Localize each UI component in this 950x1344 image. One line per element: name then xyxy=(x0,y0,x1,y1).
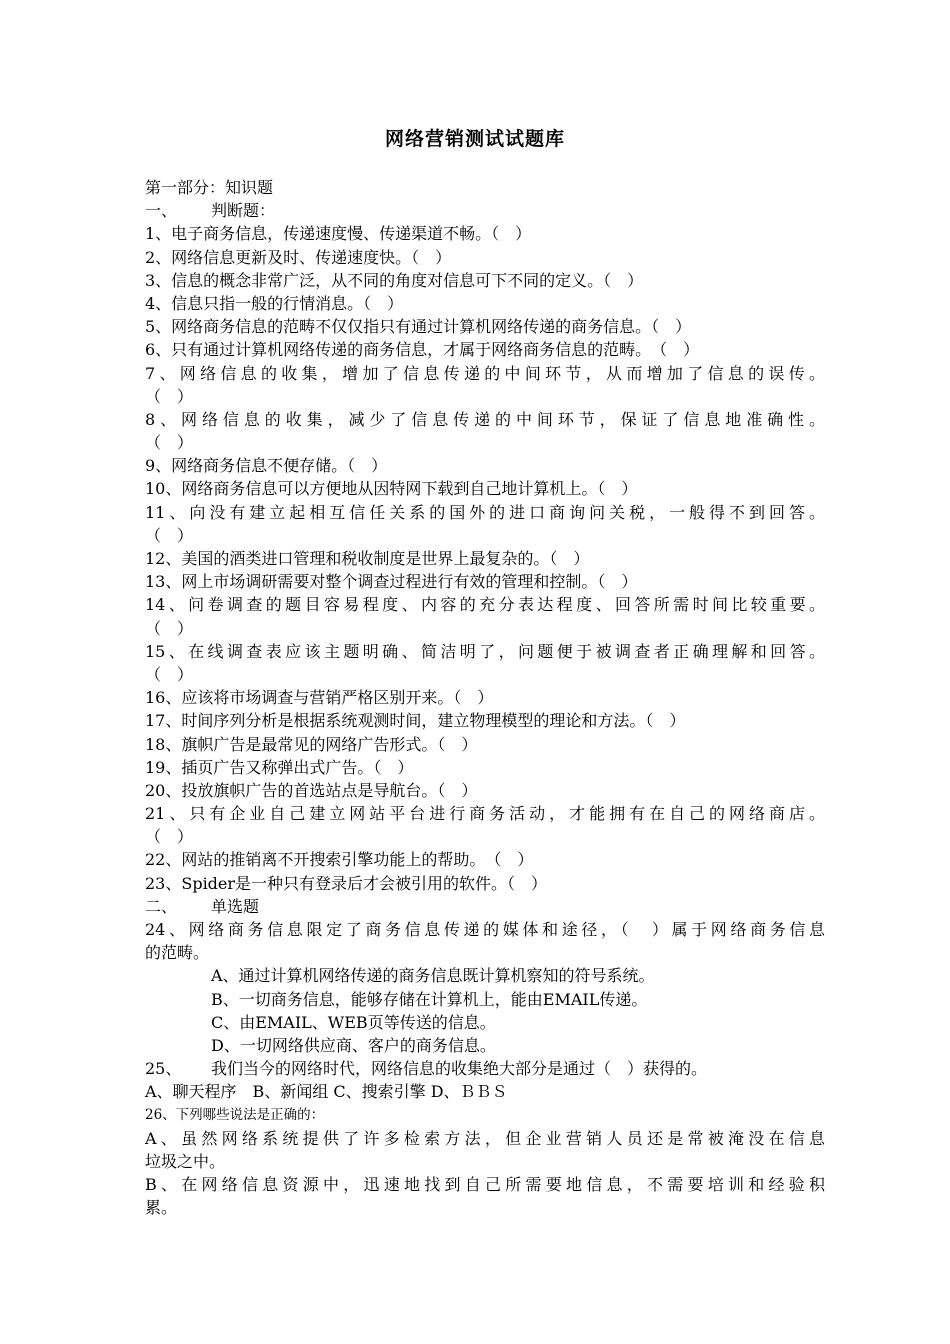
question-25-options: A、聊天程序 B、新闻组 C、搜索引擎 D、ＢＢＳ xyxy=(145,1082,508,1102)
tf-question: 16、应该将市场调查与营销严格区别开来。（ ） xyxy=(145,688,494,708)
tf-question: 3、信息的概念非常广泛，从不同的角度对信息可下不同的定义。（ ） xyxy=(145,270,644,290)
tf-question: 17、时间序列分析是根据系统观测时间，建立物理模型的理论和方法。（ ） xyxy=(145,711,686,731)
true-false-question-list xyxy=(145,222,825,894)
question-24-line-1: 24、网络商务信息限定了商务信息传递的媒体和途径，（ ）属于网络商务信息 xyxy=(145,920,825,939)
question-24-option-d: D、一切网络供应商、客户的商务信息。 xyxy=(211,1035,496,1055)
tf-question: 15、在线调查表应该主题明确、简洁明了，问题便于被调查者正确理解和回答。 xyxy=(145,641,825,661)
question-26-option-a-line-2: 垃圾之中。 xyxy=(145,1151,226,1171)
tf-question: 9、网络商务信息不便存储。（ ） xyxy=(145,456,388,476)
question-26-option-b-line-2: 累。 xyxy=(145,1198,178,1218)
question-26-option-b-line-1: B、在网络信息资源中，迅速地找到自己所需要地信息，不需要培训和经验积 xyxy=(145,1175,825,1195)
section-heading-single-choice xyxy=(145,895,825,918)
tf-question-answer-blank: （ ） xyxy=(145,525,194,545)
tf-question: 22、网站的推销离不开搜索引擎功能上的帮助。 （ ） xyxy=(145,850,534,870)
section-number: 二、 xyxy=(145,896,178,916)
tf-question: 18、旗帜广告是最常见的网络广告形式。（ ） xyxy=(145,734,478,754)
tf-question: 6、只有通过计算机网络传递的商务信息，才属于网络商务信息的范畴。 （ ） xyxy=(145,340,700,360)
tf-question: 21、只有企业自己建立网站平台进行商务活动，才能拥有在自己的网络商店。 xyxy=(145,804,825,824)
question-24-option-a: A、通过计算机网络传递的商务信息既计算机察知的符号系统。 xyxy=(211,966,655,986)
question-25 xyxy=(145,1057,825,1080)
part-heading: 第一部分：知识题 xyxy=(145,178,274,197)
question-number: 25、 xyxy=(145,1059,182,1079)
question-24-option-c: C、由EMAIL、WEB页等传送的信息。 xyxy=(211,1012,496,1032)
section-heading-true-false xyxy=(145,199,825,222)
tf-question: 7、网络信息的收集，增加了信息传递的中间环节，从而增加了信息的误传。 xyxy=(145,363,825,383)
document-body xyxy=(145,176,825,1219)
tf-question-answer-blank: （ ） xyxy=(145,618,194,638)
tf-question: 8、网络信息的收集，减少了信息传递的中间环节，保证了信息地准确性。 xyxy=(145,409,825,429)
tf-question-answer-blank: （ ） xyxy=(145,433,194,453)
question-24-option-b: B、一切商务信息，能够存储在计算机上，能由EMAIL传递。 xyxy=(211,989,648,1009)
document-title: 网络营销测试试题库 xyxy=(384,128,565,150)
question-24-line-2: 的范畴。 xyxy=(145,943,210,963)
tf-question: 5、网络商务信息的范畴不仅仅指只有通过计算机网络传递的商务信息。（ ） xyxy=(145,317,692,337)
question-26-option-a-line-1: A、虽然网络系统提供了许多检索方法，但企业营销人员还是常被淹没在信息 xyxy=(145,1128,825,1148)
section-label: 判断题： xyxy=(211,201,276,221)
section-label: 单选题 xyxy=(211,896,260,916)
question-25-text: 我们当今的网络时代，网络信息的收集绝大部分是通过（ ）获得的。 xyxy=(211,1059,708,1079)
tf-question: 20、投放旗帜广告的首选站点是导航台。（ ） xyxy=(145,780,478,800)
tf-question: 19、插页广告又称弹出式广告。（ ） xyxy=(145,757,414,777)
tf-question: 13、网上市场调研需要对整个调查过程进行有效的管理和控制。（ ） xyxy=(145,572,638,592)
tf-question-answer-blank: （ ） xyxy=(145,386,194,406)
tf-question: 4、信息只指一般的行情消息。（ ） xyxy=(145,293,404,313)
tf-question-answer-blank: （ ） xyxy=(145,827,194,847)
question-26: 26、下列哪些说法是正确的： xyxy=(145,1106,325,1123)
tf-question: 2、网络信息更新及时、传递速度快。（ ） xyxy=(145,247,452,267)
tf-question: 10、网络商务信息可以方便地从因特网下载到自己地计算机上。（ ） xyxy=(145,479,638,499)
section-number: 一、 xyxy=(145,201,178,221)
tf-question: 23、Spider是一种只有登录后才会被引用的软件。（ ） xyxy=(145,873,548,893)
tf-question: 14、问卷调查的题目容易程度、内容的充分表达程度、回答所需时间比较重要。 xyxy=(145,595,825,615)
tf-question: 1、电子商务信息，传递速度慢、传递渠道不畅。（ ） xyxy=(145,224,532,244)
tf-question: 12、美国的酒类进口管理和税收制度是世界上最复杂的。（ ） xyxy=(145,549,590,568)
tf-question-answer-blank: （ ） xyxy=(145,664,194,684)
tf-question: 11、向没有建立起相互信任关系的国外的进口商询问关税，一般得不到回答。 xyxy=(145,502,825,522)
